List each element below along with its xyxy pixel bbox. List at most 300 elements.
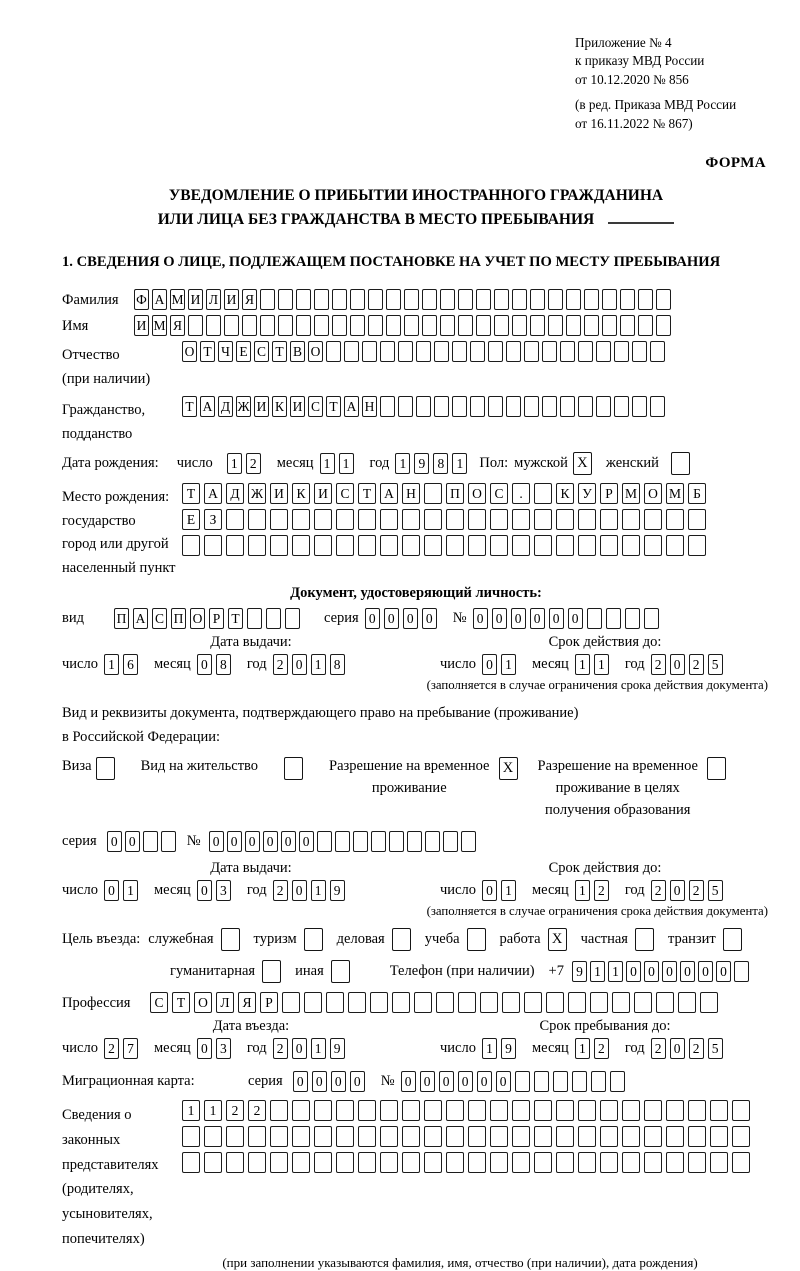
char-box[interactable]: [502, 992, 520, 1013]
char-box[interactable]: Р: [209, 608, 224, 629]
char-box[interactable]: [534, 509, 552, 530]
char-box[interactable]: [206, 315, 221, 336]
char-box[interactable]: [556, 1100, 574, 1121]
char-box[interactable]: Е: [182, 509, 200, 530]
char-box[interactable]: [578, 535, 596, 556]
char-box[interactable]: [512, 315, 527, 336]
char-box[interactable]: 0: [549, 608, 564, 629]
char-box[interactable]: 1: [608, 961, 623, 982]
char-box[interactable]: [710, 1126, 728, 1147]
char-box[interactable]: [248, 535, 266, 556]
char-box[interactable]: [732, 1126, 750, 1147]
char-box[interactable]: [560, 341, 575, 362]
char-box[interactable]: 0: [125, 831, 140, 852]
char-box[interactable]: [248, 509, 266, 530]
char-box[interactable]: [572, 1071, 587, 1092]
char-box[interactable]: 0: [716, 961, 731, 982]
char-box[interactable]: О: [644, 483, 662, 504]
char-box[interactable]: [548, 315, 563, 336]
char-box[interactable]: [632, 341, 647, 362]
char-box[interactable]: [688, 1126, 706, 1147]
gender-female-checkbox[interactable]: [671, 452, 690, 475]
char-box[interactable]: [358, 1126, 376, 1147]
char-box[interactable]: 1: [594, 654, 609, 675]
char-box[interactable]: 0: [107, 831, 122, 852]
char-box[interactable]: 0: [482, 654, 497, 675]
char-box[interactable]: Ч: [218, 341, 233, 362]
purpose-private-checkbox[interactable]: [635, 928, 654, 951]
char-box[interactable]: У: [578, 483, 596, 504]
char-box[interactable]: Р: [260, 992, 278, 1013]
char-box[interactable]: [524, 992, 542, 1013]
char-box[interactable]: [314, 1100, 332, 1121]
char-box[interactable]: 0: [698, 961, 713, 982]
char-box[interactable]: Б: [688, 483, 706, 504]
char-box[interactable]: [292, 1126, 310, 1147]
char-box[interactable]: [610, 1071, 625, 1092]
char-box[interactable]: 0: [245, 831, 260, 852]
char-box[interactable]: [247, 608, 262, 629]
char-box[interactable]: 1: [123, 880, 138, 901]
char-box[interactable]: М: [622, 483, 640, 504]
char-box[interactable]: 0: [401, 1071, 416, 1092]
char-box[interactable]: [326, 992, 344, 1013]
char-box[interactable]: [424, 535, 442, 556]
char-box[interactable]: [386, 315, 401, 336]
char-box[interactable]: [461, 831, 476, 852]
char-box[interactable]: [734, 961, 749, 982]
char-box[interactable]: Ж: [236, 396, 251, 417]
char-box[interactable]: [224, 315, 239, 336]
char-box[interactable]: 0: [209, 831, 224, 852]
char-box[interactable]: [578, 396, 593, 417]
char-box[interactable]: [656, 289, 671, 310]
char-box[interactable]: [634, 992, 652, 1013]
char-box[interactable]: С: [490, 483, 508, 504]
char-box[interactable]: 0: [477, 1071, 492, 1092]
char-box[interactable]: [512, 1126, 530, 1147]
char-box[interactable]: [494, 315, 509, 336]
char-box[interactable]: [424, 1126, 442, 1147]
char-box[interactable]: 1: [575, 1038, 590, 1059]
char-box[interactable]: 3: [216, 1038, 231, 1059]
char-box[interactable]: [452, 341, 467, 362]
char-box[interactable]: [490, 1100, 508, 1121]
char-box[interactable]: [644, 1126, 662, 1147]
char-box[interactable]: 1: [482, 1038, 497, 1059]
char-box[interactable]: [292, 535, 310, 556]
char-box[interactable]: С: [254, 341, 269, 362]
char-box[interactable]: 0: [422, 608, 437, 629]
char-box[interactable]: 2: [226, 1100, 244, 1121]
char-box[interactable]: [700, 992, 718, 1013]
char-box[interactable]: 2: [273, 654, 288, 675]
char-box[interactable]: [548, 289, 563, 310]
char-box[interactable]: [650, 341, 665, 362]
char-box[interactable]: 1: [227, 453, 242, 474]
purpose-tourism-checkbox[interactable]: [304, 928, 323, 951]
char-box[interactable]: 2: [273, 880, 288, 901]
char-box[interactable]: [644, 509, 662, 530]
char-box[interactable]: 1: [395, 453, 410, 474]
char-box[interactable]: [182, 535, 200, 556]
char-box[interactable]: [404, 289, 419, 310]
char-box[interactable]: С: [150, 992, 168, 1013]
purpose-work-checkbox[interactable]: X: [548, 928, 567, 951]
char-box[interactable]: [512, 289, 527, 310]
char-box[interactable]: Я: [238, 992, 256, 1013]
char-box[interactable]: М: [170, 289, 185, 310]
char-box[interactable]: И: [224, 289, 239, 310]
char-box[interactable]: [416, 396, 431, 417]
char-box[interactable]: 9: [330, 880, 345, 901]
char-box[interactable]: [606, 608, 621, 629]
char-box[interactable]: [678, 992, 696, 1013]
char-box[interactable]: [656, 992, 674, 1013]
char-box[interactable]: [458, 315, 473, 336]
char-box[interactable]: 0: [227, 831, 242, 852]
char-box[interactable]: Л: [216, 992, 234, 1013]
char-box[interactable]: 0: [292, 654, 307, 675]
char-box[interactable]: [260, 315, 275, 336]
char-box[interactable]: [688, 1100, 706, 1121]
char-box[interactable]: [458, 289, 473, 310]
char-box[interactable]: [590, 992, 608, 1013]
char-box[interactable]: 8: [433, 453, 448, 474]
char-box[interactable]: [587, 608, 602, 629]
char-box[interactable]: 1: [575, 654, 590, 675]
char-box[interactable]: [204, 535, 222, 556]
char-box[interactable]: 0: [312, 1071, 327, 1092]
char-box[interactable]: [370, 992, 388, 1013]
char-box[interactable]: [666, 1100, 684, 1121]
char-box[interactable]: [490, 1126, 508, 1147]
char-box[interactable]: 5: [708, 1038, 723, 1059]
char-box[interactable]: [422, 289, 437, 310]
char-box[interactable]: [584, 289, 599, 310]
char-box[interactable]: [380, 1100, 398, 1121]
char-box[interactable]: 0: [197, 654, 212, 675]
char-box[interactable]: А: [344, 396, 359, 417]
char-box[interactable]: [314, 535, 332, 556]
char-box[interactable]: 1: [204, 1100, 222, 1121]
char-box[interactable]: Н: [402, 483, 420, 504]
char-box[interactable]: [446, 535, 464, 556]
char-box[interactable]: 2: [594, 1038, 609, 1059]
char-box[interactable]: К: [292, 483, 310, 504]
char-box[interactable]: [404, 315, 419, 336]
char-box[interactable]: [332, 315, 347, 336]
char-box[interactable]: [622, 1126, 640, 1147]
char-box[interactable]: 1: [104, 654, 119, 675]
char-box[interactable]: [470, 396, 485, 417]
char-box[interactable]: Т: [228, 608, 243, 629]
char-box[interactable]: И: [290, 396, 305, 417]
char-box[interactable]: [436, 992, 454, 1013]
char-box[interactable]: [614, 396, 629, 417]
char-box[interactable]: [534, 483, 552, 504]
purpose-humanitarian-checkbox[interactable]: [262, 960, 281, 983]
char-box[interactable]: [578, 341, 593, 362]
char-box[interactable]: А: [200, 396, 215, 417]
char-box[interactable]: 1: [501, 880, 516, 901]
char-box[interactable]: 0: [644, 961, 659, 982]
char-box[interactable]: И: [314, 483, 332, 504]
char-box[interactable]: 1: [501, 654, 516, 675]
char-box[interactable]: 0: [299, 831, 314, 852]
char-box[interactable]: [358, 1100, 376, 1121]
char-box[interactable]: [596, 396, 611, 417]
char-box[interactable]: Д: [218, 396, 233, 417]
purpose-study-checkbox[interactable]: [467, 928, 486, 951]
char-box[interactable]: Д: [226, 483, 244, 504]
char-box[interactable]: 9: [501, 1038, 516, 1059]
char-box[interactable]: К: [556, 483, 574, 504]
char-box[interactable]: [476, 289, 491, 310]
char-box[interactable]: [296, 315, 311, 336]
char-box[interactable]: [556, 509, 574, 530]
char-box[interactable]: О: [182, 341, 197, 362]
char-box[interactable]: [524, 341, 539, 362]
char-box[interactable]: 2: [689, 654, 704, 675]
char-box[interactable]: [512, 509, 530, 530]
char-box[interactable]: [350, 315, 365, 336]
char-box[interactable]: [506, 396, 521, 417]
char-box[interactable]: [278, 289, 293, 310]
char-box[interactable]: [358, 509, 376, 530]
char-box[interactable]: [380, 535, 398, 556]
char-box[interactable]: [226, 535, 244, 556]
purpose-other-checkbox[interactable]: [331, 960, 350, 983]
char-box[interactable]: 0: [292, 1038, 307, 1059]
char-box[interactable]: Т: [200, 341, 215, 362]
char-box[interactable]: 0: [281, 831, 296, 852]
char-box[interactable]: Р: [600, 483, 618, 504]
char-box[interactable]: [424, 509, 442, 530]
char-box[interactable]: 2: [689, 1038, 704, 1059]
char-box[interactable]: О: [308, 341, 323, 362]
char-box[interactable]: [638, 289, 653, 310]
char-box[interactable]: [414, 992, 432, 1013]
char-box[interactable]: [380, 1126, 398, 1147]
char-box[interactable]: Я: [242, 289, 257, 310]
char-box[interactable]: [468, 535, 486, 556]
char-box[interactable]: [353, 831, 368, 852]
char-box[interactable]: [336, 509, 354, 530]
char-box[interactable]: 0: [670, 880, 685, 901]
char-box[interactable]: 2: [246, 453, 261, 474]
char-box[interactable]: 0: [197, 880, 212, 901]
char-box[interactable]: [389, 831, 404, 852]
char-box[interactable]: Т: [182, 396, 197, 417]
char-box[interactable]: С: [152, 608, 167, 629]
char-box[interactable]: [204, 1126, 222, 1147]
char-box[interactable]: 0: [439, 1071, 454, 1092]
char-box[interactable]: [560, 396, 575, 417]
char-box[interactable]: [392, 992, 410, 1013]
char-box[interactable]: [534, 1126, 552, 1147]
char-box[interactable]: 0: [293, 1071, 308, 1092]
char-box[interactable]: [644, 1100, 662, 1121]
char-box[interactable]: .: [512, 483, 530, 504]
char-box[interactable]: [612, 992, 630, 1013]
char-box[interactable]: [632, 396, 647, 417]
char-box[interactable]: 1: [311, 654, 326, 675]
char-box[interactable]: 9: [572, 961, 587, 982]
char-box[interactable]: [161, 831, 176, 852]
char-box[interactable]: 6: [123, 654, 138, 675]
char-box[interactable]: С: [336, 483, 354, 504]
char-box[interactable]: П: [446, 483, 464, 504]
char-box[interactable]: [600, 509, 618, 530]
char-box[interactable]: [368, 315, 383, 336]
char-box[interactable]: [270, 535, 288, 556]
char-box[interactable]: [188, 315, 203, 336]
char-box[interactable]: И: [254, 396, 269, 417]
char-box[interactable]: 0: [492, 608, 507, 629]
char-box[interactable]: [566, 315, 581, 336]
char-box[interactable]: [666, 509, 684, 530]
char-box[interactable]: [656, 315, 671, 336]
char-box[interactable]: [425, 831, 440, 852]
char-box[interactable]: [622, 1100, 640, 1121]
char-box[interactable]: И: [134, 315, 149, 336]
char-box[interactable]: Ф: [134, 289, 149, 310]
purpose-transit-checkbox[interactable]: [723, 928, 742, 951]
char-box[interactable]: 0: [670, 1038, 685, 1059]
char-box[interactable]: [282, 992, 300, 1013]
char-box[interactable]: [380, 341, 395, 362]
char-box[interactable]: 0: [626, 961, 641, 982]
char-box[interactable]: [402, 1100, 420, 1121]
char-box[interactable]: [622, 509, 640, 530]
char-box[interactable]: 0: [458, 1071, 473, 1092]
char-box[interactable]: 2: [594, 880, 609, 901]
char-box[interactable]: С: [308, 396, 323, 417]
char-box[interactable]: Т: [358, 483, 376, 504]
char-box[interactable]: А: [152, 289, 167, 310]
char-box[interactable]: 0: [530, 608, 545, 629]
char-box[interactable]: [468, 1100, 486, 1121]
char-box[interactable]: [556, 535, 574, 556]
char-box[interactable]: [578, 509, 596, 530]
char-box[interactable]: [270, 509, 288, 530]
char-box[interactable]: К: [272, 396, 287, 417]
char-box[interactable]: [452, 396, 467, 417]
char-box[interactable]: [600, 535, 618, 556]
char-box[interactable]: [490, 509, 508, 530]
char-box[interactable]: [368, 289, 383, 310]
char-box[interactable]: [314, 1126, 332, 1147]
char-box[interactable]: [566, 289, 581, 310]
char-box[interactable]: [556, 1126, 574, 1147]
char-box[interactable]: 3: [216, 880, 231, 901]
char-box[interactable]: М: [666, 483, 684, 504]
char-box[interactable]: [644, 535, 662, 556]
char-box[interactable]: [270, 1126, 288, 1147]
char-box[interactable]: [422, 315, 437, 336]
char-box[interactable]: [292, 509, 310, 530]
char-box[interactable]: [490, 535, 508, 556]
char-box[interactable]: [386, 289, 401, 310]
char-box[interactable]: [458, 992, 476, 1013]
char-box[interactable]: [591, 1071, 606, 1092]
char-box[interactable]: [534, 1071, 549, 1092]
char-box[interactable]: [371, 831, 386, 852]
char-box[interactable]: 9: [414, 453, 429, 474]
char-box[interactable]: [468, 509, 486, 530]
char-box[interactable]: [407, 831, 422, 852]
char-box[interactable]: Т: [172, 992, 190, 1013]
char-box[interactable]: [440, 289, 455, 310]
char-box[interactable]: [638, 315, 653, 336]
char-box[interactable]: [314, 509, 332, 530]
char-box[interactable]: [578, 1100, 596, 1121]
char-box[interactable]: [534, 535, 552, 556]
char-box[interactable]: 0: [420, 1071, 435, 1092]
char-box[interactable]: [534, 1100, 552, 1121]
char-box[interactable]: [402, 509, 420, 530]
char-box[interactable]: [344, 341, 359, 362]
char-box[interactable]: 0: [568, 608, 583, 629]
char-box[interactable]: [546, 992, 564, 1013]
char-box[interactable]: 5: [708, 880, 723, 901]
char-box[interactable]: 1: [590, 961, 605, 982]
char-box[interactable]: 1: [320, 453, 335, 474]
char-box[interactable]: [542, 341, 557, 362]
char-box[interactable]: [584, 315, 599, 336]
char-box[interactable]: [512, 1100, 530, 1121]
char-box[interactable]: В: [290, 341, 305, 362]
char-box[interactable]: 2: [273, 1038, 288, 1059]
char-box[interactable]: [182, 1126, 200, 1147]
char-box[interactable]: [446, 1100, 464, 1121]
char-box[interactable]: 0: [482, 880, 497, 901]
char-box[interactable]: [424, 1100, 442, 1121]
char-box[interactable]: [434, 396, 449, 417]
char-box[interactable]: М: [152, 315, 167, 336]
char-box[interactable]: [600, 1100, 618, 1121]
char-box[interactable]: 0: [197, 1038, 212, 1059]
char-box[interactable]: [350, 289, 365, 310]
char-box[interactable]: [270, 1100, 288, 1121]
char-box[interactable]: А: [204, 483, 222, 504]
char-box[interactable]: П: [114, 608, 129, 629]
char-box[interactable]: [285, 608, 300, 629]
char-box[interactable]: 2: [248, 1100, 266, 1121]
char-box[interactable]: [553, 1071, 568, 1092]
char-box[interactable]: [358, 535, 376, 556]
char-box[interactable]: [336, 1126, 354, 1147]
char-box[interactable]: О: [468, 483, 486, 504]
char-box[interactable]: [476, 315, 491, 336]
char-box[interactable]: [494, 289, 509, 310]
char-box[interactable]: Я: [170, 315, 185, 336]
char-box[interactable]: А: [380, 483, 398, 504]
char-box[interactable]: 0: [331, 1071, 346, 1092]
char-box[interactable]: [362, 341, 377, 362]
char-box[interactable]: [248, 1126, 266, 1147]
char-box[interactable]: [602, 315, 617, 336]
char-box[interactable]: [446, 1126, 464, 1147]
char-box[interactable]: 0: [403, 608, 418, 629]
char-box[interactable]: Л: [206, 289, 221, 310]
char-box[interactable]: 0: [350, 1071, 365, 1092]
char-box[interactable]: [292, 1100, 310, 1121]
char-box[interactable]: 0: [662, 961, 677, 982]
char-box[interactable]: [402, 535, 420, 556]
char-box[interactable]: [512, 535, 530, 556]
